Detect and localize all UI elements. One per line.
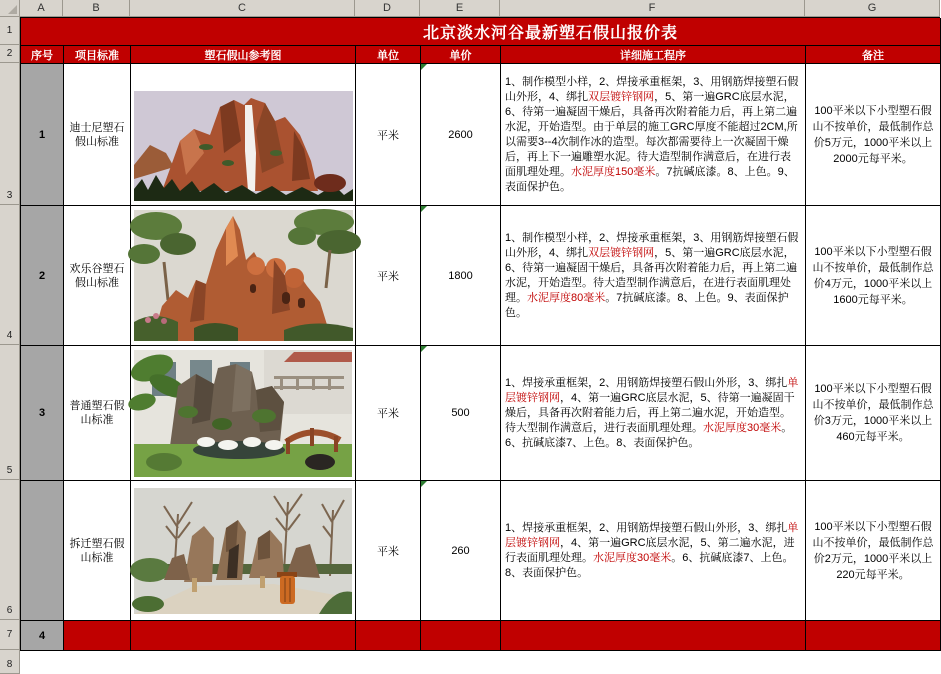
cell-photo-row4[interactable] — [131, 481, 356, 621]
price-value: 2600 — [448, 128, 473, 141]
cell-procedure-row3[interactable] — [501, 346, 806, 481]
cell-serial-row4[interactable] — [21, 481, 64, 621]
select-all-triangle-icon — [8, 5, 17, 14]
cell-procedure-row1[interactable] — [501, 64, 806, 206]
header-unit-price[interactable]: 单价 — [421, 46, 501, 64]
cell-note-row3[interactable]: 100平米以下小型塑石假山不按单价，最低制作总价3万元，1000平米以上460元每平米。 — [806, 346, 941, 481]
cell-standard-row3[interactable]: 普通塑石假山标准 — [64, 346, 131, 481]
cell-serial-row1[interactable]: 1 — [21, 64, 64, 206]
disney-rock-mountain-waterfall-photo — [134, 91, 353, 201]
procedure-text: 1、焊接承重框架，2、用钢筋焊接塑石假山外形，3、绑扎单层镀锌钢网，4、第一遍GRC底层水泥，5、第二遍水泥，进行表面肌理处理。水泥厚度30毫米。6、抗碱底漆7、上色。8、表面保护色。 — [505, 521, 799, 579]
column-header-f[interactable]: F — [500, 0, 805, 17]
header-procedure[interactable]: 详细施工程序 — [501, 46, 806, 64]
error-indicator-icon — [421, 64, 427, 70]
price-value: 500 — [451, 407, 470, 419]
cell-price-row4[interactable] — [421, 481, 501, 621]
column-header-g[interactable]: G — [805, 0, 940, 17]
cell-footer-price[interactable] — [421, 621, 501, 651]
column-header-b[interactable]: B — [63, 0, 130, 17]
cell-note-row2[interactable]: 100平米以下小型塑石假山不按单价，最低制作总价4万元，1000平米以上1600元每平米。 — [806, 206, 941, 346]
cell-note-row1[interactable]: 100平米以下小型塑石假山不按单价，最低制作总价5万元，1000平米以上2000元每平米。 — [806, 64, 941, 206]
header-note[interactable]: 备注 — [806, 46, 941, 64]
cell-photo-row2[interactable] — [131, 206, 356, 346]
cell-unit-row1[interactable]: 平米 — [356, 64, 421, 206]
cell-footer-procedure[interactable] — [501, 621, 806, 651]
row-header-3[interactable]: 3 — [0, 63, 20, 205]
cell-footer-note[interactable] — [806, 621, 941, 651]
procedure-text: 1、制作模型小样，2、焊接承重框架，3、用钢筋焊接塑石假山外形，4、绑扎双层镀锌钢网，5、第一遍GRC底层水泥，6、待第一遍凝固干燥后，具备再次附着能力后，再上第二遍水泥，开始造型。待大造型制作满意后，在进行表面肌理处理。水泥厚度80毫米。7抗碱底漆。8、上色。9、表面保护色。 — [505, 231, 799, 319]
header-serial[interactable]: 序号 — [21, 46, 64, 64]
cell-price-row2[interactable] — [421, 206, 501, 346]
column-header-strip — [20, 0, 940, 17]
row-header-6[interactable]: 6 — [0, 480, 20, 620]
cell-procedure-row4[interactable] — [501, 481, 806, 621]
cell-price-row3[interactable] — [421, 346, 501, 481]
column-header-d[interactable]: D — [355, 0, 420, 17]
price-value: 1800 — [448, 269, 473, 282]
procedure-text: 1、制作模型小样，2、焊接承重框架，3、用钢筋焊接塑石假山外形，4、绑扎双层镀锌钢网，5、第一遍GRC底层水泥，6、待第一遍凝固干燥后，具备再次附着能力后，再上第二遍水泥，开始造型。由于单层的施工GRC厚度不能超过2CM,所以需要3--4次制作冰的造型。每次都需要待上一次凝固干燥后，再上下一遍雕塑水泥。待大造型制作满意后，在进行表面肌理处理。水泥厚度150毫米。7抗碱底漆。8、上色。9、表面保护色。 — [505, 75, 799, 193]
error-indicator-icon — [421, 346, 427, 352]
header-unit[interactable]: 单位 — [356, 46, 421, 64]
header-standard[interactable]: 项目标准 — [64, 46, 131, 64]
table-title[interactable]: 北京淡水河谷最新塑石假山报价表 — [21, 18, 941, 46]
park-rockery-path-photo — [134, 488, 352, 614]
column-header-c[interactable]: C — [130, 0, 355, 17]
row-header-7[interactable]: 7 — [0, 620, 20, 650]
row-header-strip — [0, 17, 20, 674]
cell-standard-row2[interactable]: 欢乐谷塑石假山标准 — [64, 206, 131, 346]
cell-photo-row1[interactable] — [131, 64, 356, 206]
row-header-5[interactable]: 5 — [0, 345, 20, 480]
cell-note-row4[interactable]: 100平米以下小型塑石假山不按单价，最低制作总价2万元，1000平米以上220元每平米。 — [806, 481, 941, 621]
garden-rockery-pond-photo — [134, 350, 352, 477]
row-header-8[interactable]: 8 — [0, 650, 20, 674]
error-indicator-icon — [421, 481, 427, 487]
cell-unit-row3[interactable]: 平米 — [356, 346, 421, 481]
procedure-text: 1、焊接承重框架，2、用钢筋焊接塑石假山外形，3、绑扎单层镀锌钢网，4、第一遍GRC底层水泥，5、待第一遍凝固干燥后，具备再次附着能力后，再上第二遍水泥，开始造型。待大型制作满意后，进行表面肌理处理。水泥厚度30毫米。6、抗碱底漆7、上色。8、表面保护色。 — [505, 376, 799, 449]
cell-unit-row2[interactable]: 平米 — [356, 206, 421, 346]
row-header-2[interactable]: 2 — [0, 45, 20, 63]
select-all-corner[interactable] — [0, 0, 20, 17]
row-header-1[interactable]: 1 — [0, 17, 20, 45]
quotation-table — [20, 17, 940, 651]
cell-price-row1[interactable] — [421, 64, 501, 206]
price-value: 260 — [451, 544, 470, 557]
cell-standard-row1[interactable]: 迪士尼塑石假山标准 — [64, 64, 131, 206]
cell-footer-unit[interactable] — [356, 621, 421, 651]
cell-standard-row4[interactable]: 拆迁塑石假山标准 — [64, 481, 131, 621]
cell-serial-row3[interactable]: 3 — [21, 346, 64, 481]
cell-footer-photo[interactable] — [131, 621, 356, 651]
column-header-e[interactable]: E — [420, 0, 500, 17]
cell-footer-standard[interactable] — [64, 621, 131, 651]
cell-unit-row4[interactable]: 平米 — [356, 481, 421, 621]
row-header-4[interactable]: 4 — [0, 205, 20, 345]
cell-serial-row2[interactable]: 2 — [21, 206, 64, 346]
cell-procedure-row2[interactable] — [501, 206, 806, 346]
cell-serial-footer[interactable]: 4 — [21, 621, 64, 651]
header-reference-photo[interactable]: 塑石假山参考图 — [131, 46, 356, 64]
error-indicator-icon — [421, 206, 427, 212]
cell-photo-row3[interactable] — [131, 346, 356, 481]
happy-valley-castle-rock-photo — [134, 210, 353, 341]
column-header-a[interactable]: A — [20, 0, 63, 17]
